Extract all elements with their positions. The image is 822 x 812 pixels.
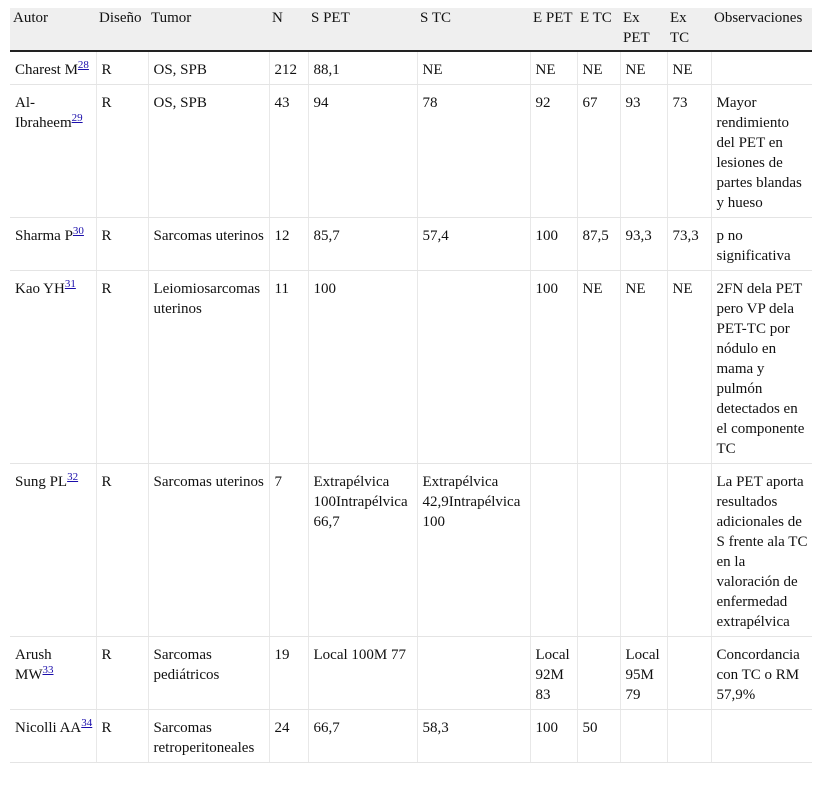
cell-diseno: R	[96, 218, 148, 271]
cell-e-tc	[577, 637, 620, 710]
cell-e-tc: 67	[577, 85, 620, 218]
cell-e-tc: 50	[577, 710, 620, 763]
reference-link[interactable]: 31	[64, 278, 76, 290]
cell-diseno: R	[96, 51, 148, 85]
cell-n: 24	[269, 710, 308, 763]
reference-link[interactable]: 34	[81, 717, 93, 729]
cell-autor	[10, 637, 96, 710]
cell-n: 43	[269, 85, 308, 218]
reference-sup	[43, 664, 54, 676]
cell-s-pet: 66,7	[308, 710, 417, 763]
reference-sup	[73, 225, 84, 237]
cell-tumor: OS, SPB	[148, 85, 269, 218]
reference-sup	[72, 112, 83, 124]
table-row	[10, 51, 812, 85]
author-name: Arush MW	[15, 647, 52, 683]
cell-s-tc: 57,4	[417, 218, 530, 271]
author-name: Sharma P	[15, 228, 73, 244]
cell-e-pet: NE	[530, 51, 577, 85]
cell-obs: p no significativa	[711, 218, 812, 271]
cell-diseno: R	[96, 637, 148, 710]
cell-s-tc: 78	[417, 85, 530, 218]
author-name: Sung PL	[15, 474, 68, 490]
reference-link[interactable]: 29	[71, 112, 83, 124]
cell-s-pet: 94	[308, 85, 417, 218]
cell-obs: La PET aporta resultados adicionales de S frente ala TC en la valoración de enfermedad extrapélvica	[711, 464, 812, 637]
reference-sup	[67, 471, 78, 483]
header-s-pet: S PET	[308, 8, 417, 51]
cell-ex-pet: 93	[620, 85, 667, 218]
header-n: N	[269, 8, 308, 51]
cell-s-pet: Local 100M 77	[308, 637, 417, 710]
cell-e-pet: 100	[530, 710, 577, 763]
header-tumor: Tumor	[148, 8, 269, 51]
reference-sup	[65, 278, 76, 290]
header-e-tc: E TC	[577, 8, 620, 51]
table-body	[10, 51, 812, 763]
header-autor: Autor	[10, 8, 96, 51]
cell-n: 12	[269, 218, 308, 271]
cell-diseno: R	[96, 710, 148, 763]
cell-obs: Mayor rendimiento del PET en lesiones de partes blandas y hueso	[711, 85, 812, 218]
cell-s-tc: NE	[417, 51, 530, 85]
cell-e-pet	[530, 464, 577, 637]
header-ex-pet: Ex PET	[620, 8, 667, 51]
cell-autor	[10, 710, 96, 763]
cell-tumor: Sarcomas uterinos	[148, 218, 269, 271]
cell-diseno: R	[96, 464, 148, 637]
cell-s-pet: 85,7	[308, 218, 417, 271]
cell-ex-pet: 93,3	[620, 218, 667, 271]
cell-ex-pet	[620, 710, 667, 763]
cell-ex-pet: Local 95M 79	[620, 637, 667, 710]
cell-tumor: Sarcomas pediátricos	[148, 637, 269, 710]
table-row	[10, 464, 812, 637]
header-ex-tc: Ex TC	[667, 8, 711, 51]
cell-n: 7	[269, 464, 308, 637]
cell-e-tc: NE	[577, 51, 620, 85]
cell-e-tc: 87,5	[577, 218, 620, 271]
cell-e-pet: Local 92M 83	[530, 637, 577, 710]
cell-s-tc: 58,3	[417, 710, 530, 763]
reference-link[interactable]: 32	[67, 471, 79, 483]
cell-ex-pet	[620, 464, 667, 637]
cell-e-pet: 92	[530, 85, 577, 218]
header-diseno: Diseño	[96, 8, 148, 51]
cell-s-tc	[417, 271, 530, 464]
reference-sup	[78, 59, 89, 71]
cell-autor	[10, 464, 96, 637]
results-table	[10, 8, 812, 763]
reference-link[interactable]: 28	[77, 59, 89, 71]
cell-autor	[10, 218, 96, 271]
cell-ex-pet: NE	[620, 51, 667, 85]
cell-ex-tc: NE	[667, 51, 711, 85]
author-name: Kao YH	[15, 281, 65, 297]
author-name: Al-Ibraheem	[15, 95, 72, 131]
cell-obs: 2FN dela PET pero VP dela PET-TC por nódulo en mama y pulmón detectados en el componente TC	[711, 271, 812, 464]
author-name: Nicolli AA	[15, 720, 82, 736]
author-name: Charest M	[15, 62, 78, 78]
cell-ex-tc: 73	[667, 85, 711, 218]
cell-s-pet: Extrapélvica 100Intrapélvica 66,7	[308, 464, 417, 637]
cell-ex-pet: NE	[620, 271, 667, 464]
cell-ex-tc	[667, 637, 711, 710]
cell-tumor: OS, SPB	[148, 51, 269, 85]
cell-ex-tc	[667, 710, 711, 763]
cell-diseno: R	[96, 271, 148, 464]
cell-ex-tc: 73,3	[667, 218, 711, 271]
cell-obs	[711, 710, 812, 763]
cell-ex-tc: NE	[667, 271, 711, 464]
reference-link[interactable]: 30	[72, 225, 84, 237]
cell-s-pet: 88,1	[308, 51, 417, 85]
cell-n: 212	[269, 51, 308, 85]
cell-n: 19	[269, 637, 308, 710]
table-row	[10, 710, 812, 763]
cell-autor	[10, 271, 96, 464]
cell-ex-tc	[667, 464, 711, 637]
cell-tumor: Sarcomas uterinos	[148, 464, 269, 637]
cell-s-tc: Extrapélvica 42,9Intrapélvica 100	[417, 464, 530, 637]
header-observaciones: Observaciones	[711, 8, 812, 51]
cell-n: 11	[269, 271, 308, 464]
cell-s-pet: 100	[308, 271, 417, 464]
header-row	[10, 8, 812, 51]
header-e-pet: E PET	[530, 8, 577, 51]
cell-tumor: Leiomiosarcomas uterinos	[148, 271, 269, 464]
cell-obs	[711, 51, 812, 85]
cell-e-tc: NE	[577, 271, 620, 464]
cell-obs: Concordancia con TC o RM 57,9%	[711, 637, 812, 710]
table-row	[10, 218, 812, 271]
cell-e-tc	[577, 464, 620, 637]
header-s-tc: S TC	[417, 8, 530, 51]
cell-autor	[10, 85, 96, 218]
cell-s-tc	[417, 637, 530, 710]
cell-autor	[10, 51, 96, 85]
reference-link[interactable]: 33	[42, 664, 54, 676]
table-row	[10, 271, 812, 464]
table-row	[10, 637, 812, 710]
table-row	[10, 85, 812, 218]
cell-e-pet: 100	[530, 218, 577, 271]
cell-tumor: Sarcomas retroperitoneales	[148, 710, 269, 763]
cell-diseno: R	[96, 85, 148, 218]
reference-sup	[81, 717, 92, 729]
cell-e-pet: 100	[530, 271, 577, 464]
table-header	[10, 8, 812, 51]
